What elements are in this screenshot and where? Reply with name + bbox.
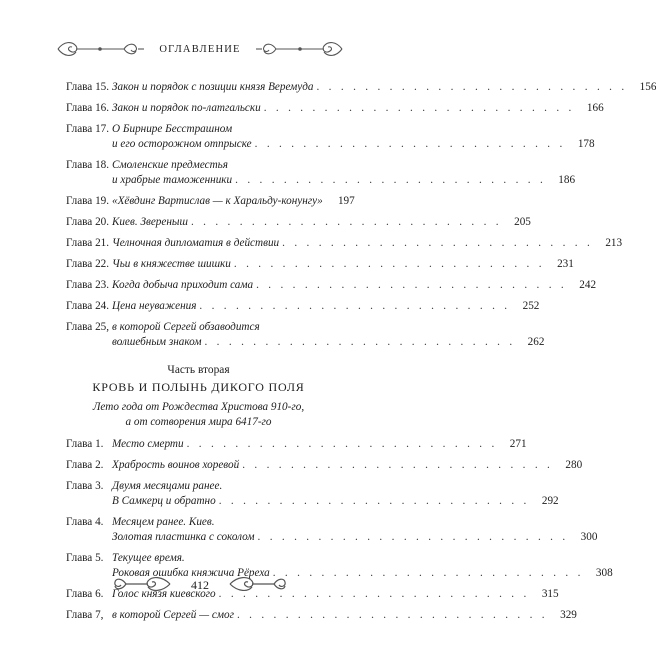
chapter-title: Храбрость воинов хоревой — [112, 459, 240, 471]
page-number: 292 — [541, 495, 559, 507]
page-number: 329 — [560, 609, 577, 621]
page-number: 412 — [191, 578, 209, 592]
chapter-title-cont: В Самкерц и обратно — [112, 495, 216, 507]
page-number: 186 — [558, 174, 576, 186]
toc-entry[interactable]: Глава 4. Месяцем ранее. Киев. Золотая пластинка с соколом . . . . . . . . . . . . . . . . . . . . . . . . . . 300 — [66, 516, 598, 543]
chapter-title: «Хёвдинг Вартислав — к Харальду-конунгу» — [112, 195, 323, 207]
chapter-label: Глава 25, — [66, 321, 110, 333]
chapter-label: Глава 20. — [66, 216, 110, 228]
part-title: КРОВЬ И ПОЛЫНЬ ДИКОГО ПОЛЯ — [92, 380, 305, 394]
toc-entry[interactable]: Глава 18. Смоленские предместья и храбрые таможенники . . . . . . . . . . . . . . . . . . . . . . . . . . 186 — [66, 159, 576, 186]
page-number: 205 — [514, 216, 531, 228]
chapter-title: Челночная дипломатия в действии — [112, 237, 280, 249]
chapter-title: О Бирнире Бесстрашном — [112, 123, 233, 135]
chapter-title: Цена неуважения — [112, 300, 197, 312]
page-number: 242 — [579, 279, 597, 291]
page-number: 271 — [509, 438, 527, 450]
chapter-label: Глава 18. — [66, 159, 110, 171]
chapter-title: Закон и порядок по-латгальски — [112, 102, 261, 114]
chapter-label: Глава 24. — [66, 300, 110, 312]
toc-entry[interactable]: Глава 2. Храбрость воинов хоревой . . . . . . . . . . . . . . . . . . . . . . . . . . 280 — [66, 459, 583, 471]
toc-entry[interactable]: Глава 6. Голос князя киевского . . . . . . . . . . . . . . . . . . . . . . . . . . 315 — [66, 588, 559, 600]
chapter-title-cont: Золотая пластинка с соколом — [112, 531, 255, 543]
chapter-title: Закон и порядок с позиции князя Веремуда — [112, 81, 314, 93]
toc-entry[interactable]: Глава 5. Текущее время. Роковая ошибка княжича Рёреха . . . . . . . . . . . . . . . . . . . . . . . . . . 308 — [66, 552, 613, 579]
page-number: 315 — [541, 588, 559, 600]
toc-entry[interactable]: Глава 21. Челночная дипломатия в действии . . . . . . . . . . . . . . . . . . . . . . . . . . 213 — [66, 237, 623, 249]
footer-right-ornament-icon — [226, 572, 288, 596]
page-number: 166 — [586, 102, 604, 114]
chapter-label: Глава 3. — [66, 480, 104, 492]
toc-entry[interactable]: Глава 24. Цена неуважения . . . . . . . . . . . . . . . . . . . . . . . . . . 252 — [66, 300, 540, 312]
toc-entry[interactable]: Глава 20. Киев. Звереныш . . . . . . . . . . . . . . . . . . . . . . . . . . 205 — [66, 216, 531, 228]
part-subtitle: а от сотворения мира 6417-го — [125, 416, 272, 428]
page-number: 262 — [527, 336, 545, 348]
toc-entry[interactable]: Глава 17. О Бирнире Бесстрашном и его осторожном отпрыске . . . . . . . . . . . . . . . . . . . . . . . . . . 178 — [66, 123, 595, 150]
page-number: 308 — [595, 567, 613, 579]
chapter-label: Глава 6. — [66, 588, 104, 600]
chapter-label: Глава 15. — [66, 81, 110, 93]
toc-entry[interactable]: Глава 25, в которой Сергей обзаводится волшебным знаком . . . . . . . . . . . . . . . . . . . . . . . . . . 262 — [66, 321, 545, 348]
page-number: 231 — [557, 258, 574, 270]
page-number: 213 — [605, 237, 623, 249]
chapter-label: Глава 19. — [66, 195, 110, 207]
toc-entry[interactable] — [66, 194, 355, 209]
chapter-title: Двумя месяцами ранее. — [112, 480, 223, 492]
toc-entry[interactable]: Глава 1. Место смерти . . . . . . . . . . . . . . . . . . . . . . . . . . 271 — [66, 438, 527, 450]
section-title: ОГЛАВЛЕНИЕ — [159, 44, 241, 55]
part-label: Часть вторая — [167, 364, 230, 376]
chapter-label: Глава 23. — [66, 279, 110, 291]
chapter-title: в которой Сергей обзаводится — [112, 321, 260, 333]
page-number: 197 — [337, 195, 355, 207]
chapter-title-cont: волшебным знаком — [112, 336, 202, 348]
header-right-ornament-icon — [254, 38, 346, 60]
toc-entry[interactable]: Глава 7, в которой Сергей — смог . . . . . . . . . . . . . . . . . . . . . . . . . . 329 — [66, 609, 577, 621]
page-number: 252 — [522, 300, 540, 312]
chapter-title-cont: и его осторожном отпрыске — [112, 138, 252, 150]
toc-entry[interactable]: Глава 22. Чьи в княжестве шишки . . . . . . . . . . . . . . . . . . . . . . . . . . 231 — [66, 258, 574, 270]
chapter-title: Текущее время. — [112, 552, 185, 564]
chapter-title-cont: и храбрые таможенники — [112, 174, 233, 186]
page-number: 178 — [577, 138, 595, 150]
chapter-title: в которой Сергей — смог — [112, 609, 234, 621]
chapter-label: Глава 4. — [66, 516, 104, 528]
chapter-label: Глава 21. — [66, 237, 110, 249]
page-number: 280 — [565, 459, 583, 471]
part-subtitle: Лето года от Рождества Христова 910-го, — [92, 401, 305, 413]
chapter-title: Голос князя киевского — [112, 588, 216, 600]
page-number: 300 — [580, 531, 598, 543]
chapter-label: Глава 22. — [66, 258, 110, 270]
chapter-label: Глава 2. — [66, 459, 104, 471]
chapter-label: Глава 16. — [66, 102, 110, 114]
chapter-label: Глава 17. — [66, 123, 110, 135]
toc-entry[interactable]: Глава 23. Когда добыча приходит сама . . . . . . . . . . . . . . . . . . . . . . . . . . 242 — [66, 279, 597, 291]
page-header — [0, 36, 400, 64]
chapter-label: Глава 7, — [66, 609, 104, 621]
chapter-title: Месяцем ранее. Киев. — [112, 516, 215, 528]
toc-entry[interactable]: Глава 16. Закон и порядок по-латгальски . . . . . . . . . . . . . . . . . . . . . . . . . . 166 — [66, 102, 604, 114]
toc-entry[interactable]: Глава 15. Закон и порядок с позиции князя Веремуда . . . . . . . . . . . . . . . . . . . . . . . . . . 156 — [66, 81, 656, 93]
chapter-label: Глава 5. — [66, 552, 104, 564]
chapter-title: Место смерти — [112, 438, 184, 450]
table-of-contents — [66, 80, 656, 623]
chapter-title: Смоленские предместья — [112, 159, 228, 171]
chapter-title: Чьи в княжестве шишки — [112, 258, 231, 270]
chapter-title-cont: Роковая ошибка княжича Рёреха — [112, 567, 270, 579]
chapter-label: Глава 1. — [66, 438, 104, 450]
toc-entry[interactable]: Глава 3. Двумя месяцами ранее. В Самкерц и обратно . . . . . . . . . . . . . . . . . . . . . . . . . . 292 — [66, 480, 559, 507]
chapter-title: Когда добыча приходит сама — [112, 279, 254, 291]
page-number: 156 — [639, 81, 656, 93]
chapter-title: Киев. Звереныш — [112, 216, 188, 228]
